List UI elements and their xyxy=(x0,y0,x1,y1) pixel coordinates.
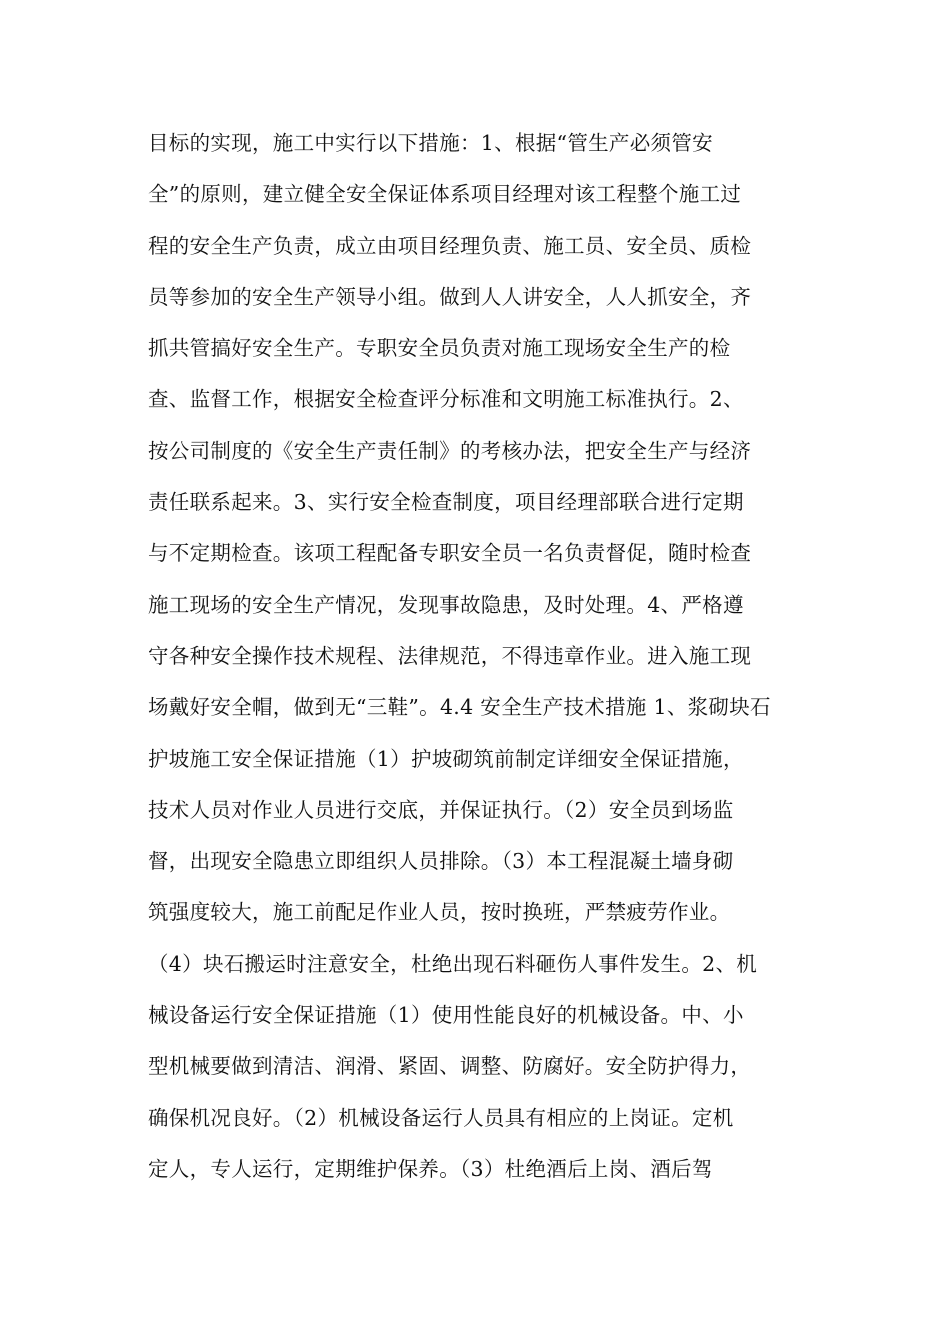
text-line: 抓共管搞好安全生产。专职安全员负责对施工现场安全生产的检 xyxy=(148,336,731,361)
body-text xyxy=(148,118,808,1195)
text-line: 定人，专人运行，定期维护保养。（3）杜绝酒后上岗、酒后驾 xyxy=(148,1156,713,1181)
text-line: 程的安全生产负责，成立由项目经理负责、施工员、安全员、质检 xyxy=(148,233,752,258)
text-line: 施工现场的安全生产情况，发现事故隐患，及时处理。4、严格遵 xyxy=(148,592,744,617)
text-line: 全”的原则，建立健全安全保证体系项目经理对该工程整个施工过 xyxy=(148,182,742,207)
text-line: 按公司制度的《安全生产责任制》的考核办法，把安全生产与经济 xyxy=(148,438,752,463)
text-line: 查、监督工作，根据安全检查评分标准和文明施工标准执行。2、 xyxy=(148,387,744,412)
text-line: 确保机况良好。（2）机械设备运行人员具有相应的上岗证。定机 xyxy=(148,1105,734,1130)
text-line: 护坡施工安全保证措施（1）护坡砌筑前制定详细安全保证措施， xyxy=(148,746,744,771)
text-line: 守各种安全操作技术规程、法律规范，不得违章作业。进入施工现 xyxy=(148,643,752,668)
text-line: 与不定期检查。该项工程配备专职安全员一名负责督促，随时检查 xyxy=(148,541,752,566)
text-line: 械设备运行安全保证措施（1）使用性能良好的机械设备。中、小 xyxy=(148,1003,744,1028)
text-line: 责任联系起来。3、实行安全检查制度，项目经理部联合进行定期 xyxy=(148,490,744,515)
text-line: 督，出现安全隐患立即组织人员排除。（3）本工程混凝土墙身砌 xyxy=(148,849,734,874)
text-line: 型机械要做到清洁、润滑、紧固、调整、防腐好。安全防护得力， xyxy=(148,1054,752,1079)
text-line: 技术人员对作业人员进行交底，并保证执行。（2）安全员到场监 xyxy=(148,797,734,822)
text-line: 目标的实现，施工中实行以下措施：1、根据“管生产必须管安 xyxy=(148,131,713,155)
text-line: （4）块石搬运时注意安全，杜绝出现石料砸伤人事件发生。2、机 xyxy=(148,951,758,976)
text-line: 员等参加的安全生产领导小组。做到人人讲安全，人人抓安全，齐 xyxy=(148,284,752,309)
text-line: 场戴好安全帽，做到无“三鞋”。4.4 安全生产技术措施 1、浆砌块石 xyxy=(148,695,771,720)
text-line: 筑强度较大，施工前配足作业人员，按时换班，严禁疲劳作业。 xyxy=(148,900,731,925)
